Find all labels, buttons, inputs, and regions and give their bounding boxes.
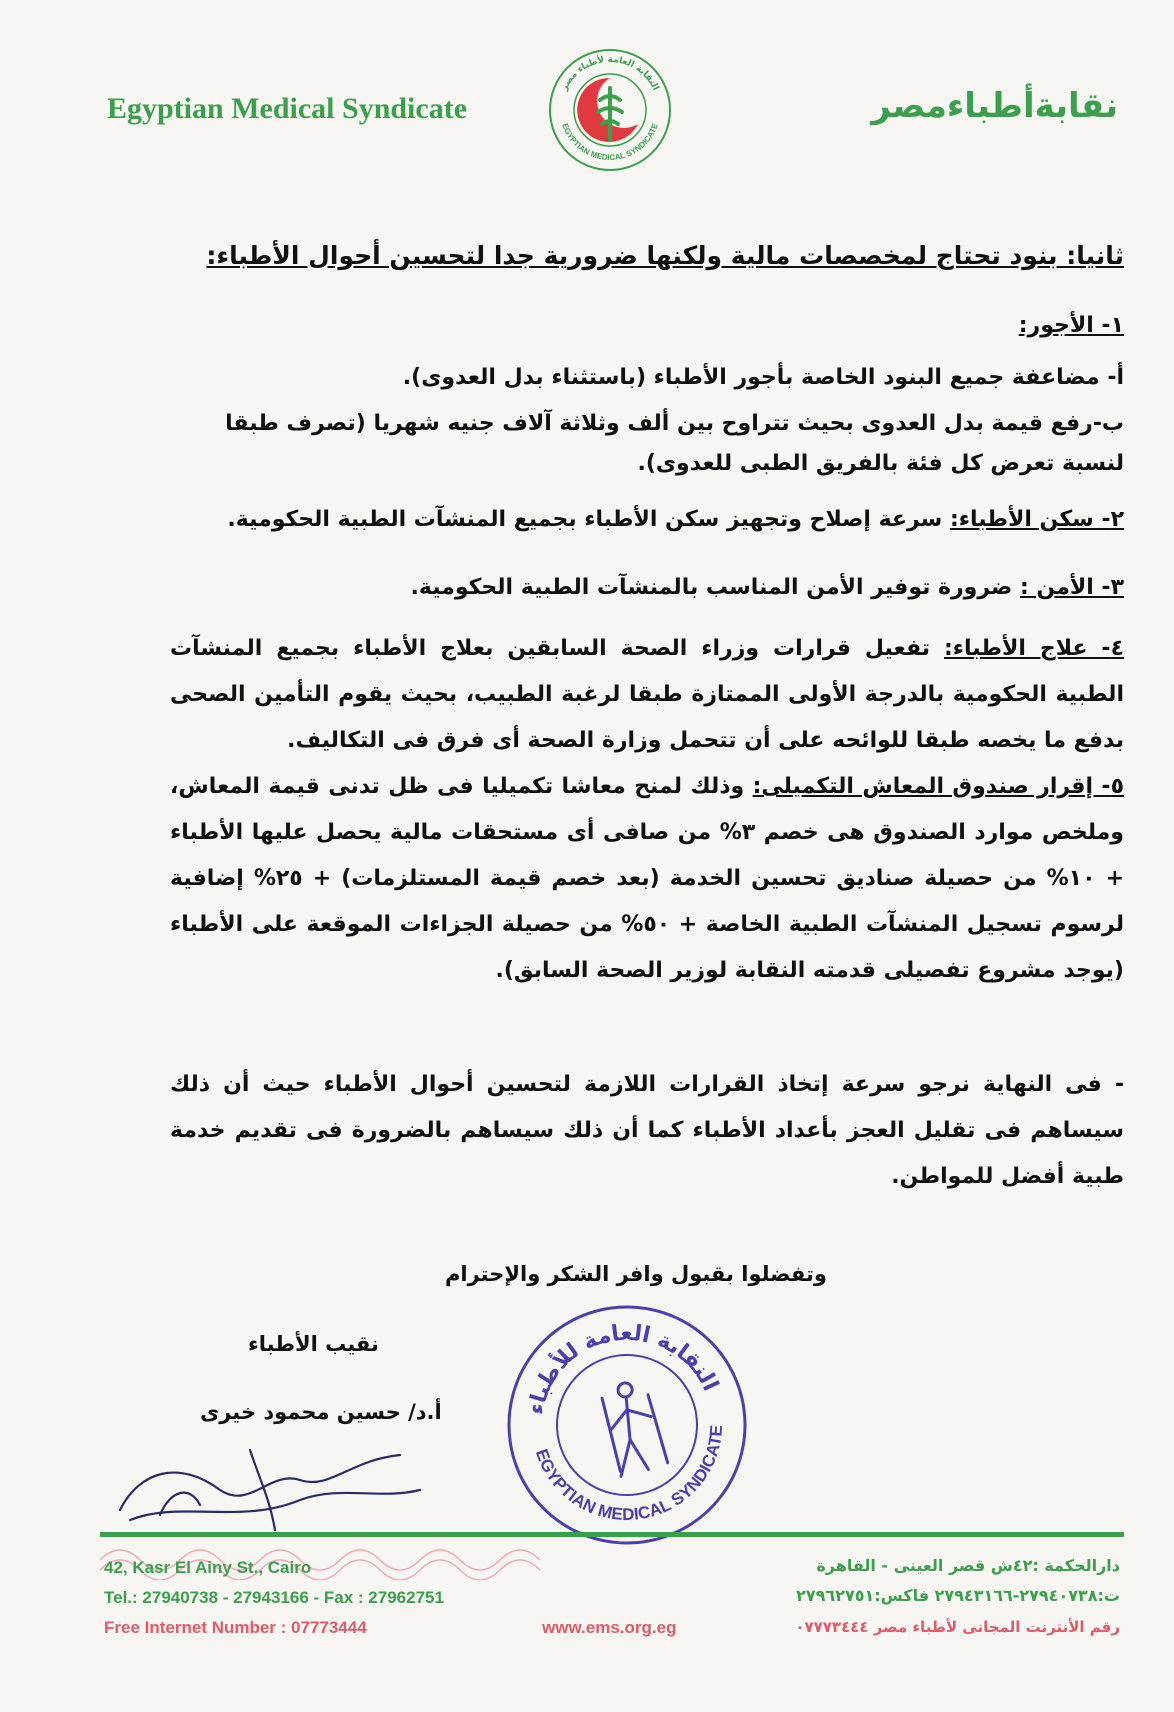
stamp-text-ar: النقابة العامة للأطباء xyxy=(523,1320,723,1417)
footer-phone-en: Tel.: 27940738 - 27943166 - Fax : 27962751 xyxy=(104,1588,444,1607)
item1-title: ١- الأجور: xyxy=(1018,313,1124,338)
footer-address-ar: دارالحكمة :٤٢ش قصر العينى - القاهرة xyxy=(816,1556,1120,1575)
item5 xyxy=(170,764,1124,994)
stamp-text-en: EGYPTIAN MEDICAL SYNDICATE xyxy=(531,1424,727,1525)
item5-title: ٥- إقرار صندوق المعاش التكميلى: xyxy=(752,774,1124,799)
section-heading: ثانيا: بنود تحتاج لمخصصات مالية ولكنها ضرورية جدا لتحسين أحوال الأطباء: xyxy=(206,241,1124,270)
logo-text-en: EGYPTIAN MEDICAL SYNDICATE xyxy=(560,122,660,163)
syndicate-logo xyxy=(548,48,672,172)
item4-text: تفعيل قرارات وزراء الصحة السابقين بعلاج الأطباء بجميع المنشآت الطبية الحكومية بالدرجة الأولى الممتازة طبقا لرغبة الطبيب، بحيث يقوم التأمين الصحى بدفع ما يخصه طبقا للوائحه على أن تتحمل وزارة الصحة أى فرق فى التكاليف. xyxy=(170,636,1124,753)
svg-text:EGYPTIAN MEDICAL SYNDICATE xyxy=(531,1422,738,1537)
item1-a: أ- مضاعفة جميع البنود الخاصة بأجور الأطباء (باستثناء بدل العدوى). xyxy=(402,365,1124,390)
svg-text:النقابة العامة للأطباء xyxy=(513,1308,724,1420)
item2-title: ٢- سكن الأطباء: xyxy=(949,507,1124,532)
logo-text-ar: النقابة العامة لأطباء مصر xyxy=(559,54,661,93)
signatory-name: أ.د/ حسين محمود خيرى xyxy=(200,1400,442,1424)
header-name-en: Egyptian Medical Syndicate xyxy=(107,92,468,125)
item3-title: ٣- الأمن : xyxy=(1019,575,1124,600)
item2-text: سرعة إصلاح وتجهيز سكن الأطباء بجميع المنشآت الطبية الحكومية. xyxy=(227,507,950,532)
item3 xyxy=(170,562,1124,614)
footer-phone-ar: ت:٢٧٩٤٠٧٣٨-٢٧٩٤٣١٦٦ فاكس:٢٧٩٦٢٧٥١ xyxy=(796,1586,1120,1605)
footer-internet-en: Free Internet Number : 07773444 xyxy=(104,1618,367,1637)
letter-body xyxy=(170,230,1124,1200)
item2 xyxy=(170,494,1124,546)
closing-regards: وتفضلوا بقبول وافر الشكر والإحترام xyxy=(445,1262,827,1286)
item3-text: ضرورة توفير الأمن المناسب بالمنشآت الطبية الحكومية. xyxy=(410,575,1020,600)
official-stamp xyxy=(502,1300,752,1550)
footer-divider xyxy=(100,1532,1124,1537)
header-name-ar: نقابةأطباءمصر xyxy=(871,86,1118,126)
footer-internet-ar: رقم الأنترنت المجانى لأطباء مصر ٠٧٧٧٣٤٤٤ xyxy=(795,1618,1120,1636)
item4 xyxy=(170,626,1124,764)
footer-website-link[interactable]: www.ems.org.eg xyxy=(542,1618,677,1637)
item5-text: وذلك لمنح معاشا تكميليا فى ظل تدنى قيمة المعاش، وملخص موارد الصندوق هى خصم ٣% من صافى أى مستحقات مالية يحصل عليها الأطباء + ١٠% من حصيلة صناديق تحسين الخدمة (بعد خصم قيمة المستلزمات) + ٢٥% إضافية لرسوم تسجيل المنشآت الطبية الخاصة + ٥٠% من حصيلة الجزاءات الموقعة على الأطباء (يوجد مشروع تفصيلى قدمته النقابة لوزير الصحة السابق). xyxy=(170,774,1124,983)
item4-title: ٤- علاج الأطباء: xyxy=(944,636,1124,661)
item1-b-line1: ب-رفع قيمة بدل العدوى بحيث تتراوح بين ألف وثلاثة آلاف جنيه شهريا (تصرف طبقا xyxy=(225,411,1124,436)
signatory-title: نقيب الأطباء xyxy=(248,1332,379,1356)
footer-address-en: 42, Kasr El Ainy St., Cairo xyxy=(104,1558,312,1577)
conclusion-paragraph: - فى النهاية نرجو سرعة إتخاذ القرارات اللازمة لتحسين أحوال الأطباء حيث أن ذلك سيساهم فى تقليل العجز بأعداد الأطباء كما أن ذلك سيساهم بالضرورة فى تقديم خدمة طبية أفضل للمواطن. xyxy=(170,1072,1124,1189)
item1-b-line2: لنسبة تعرض كل فئة بالفريق الطبى للعدوى). xyxy=(637,451,1124,476)
